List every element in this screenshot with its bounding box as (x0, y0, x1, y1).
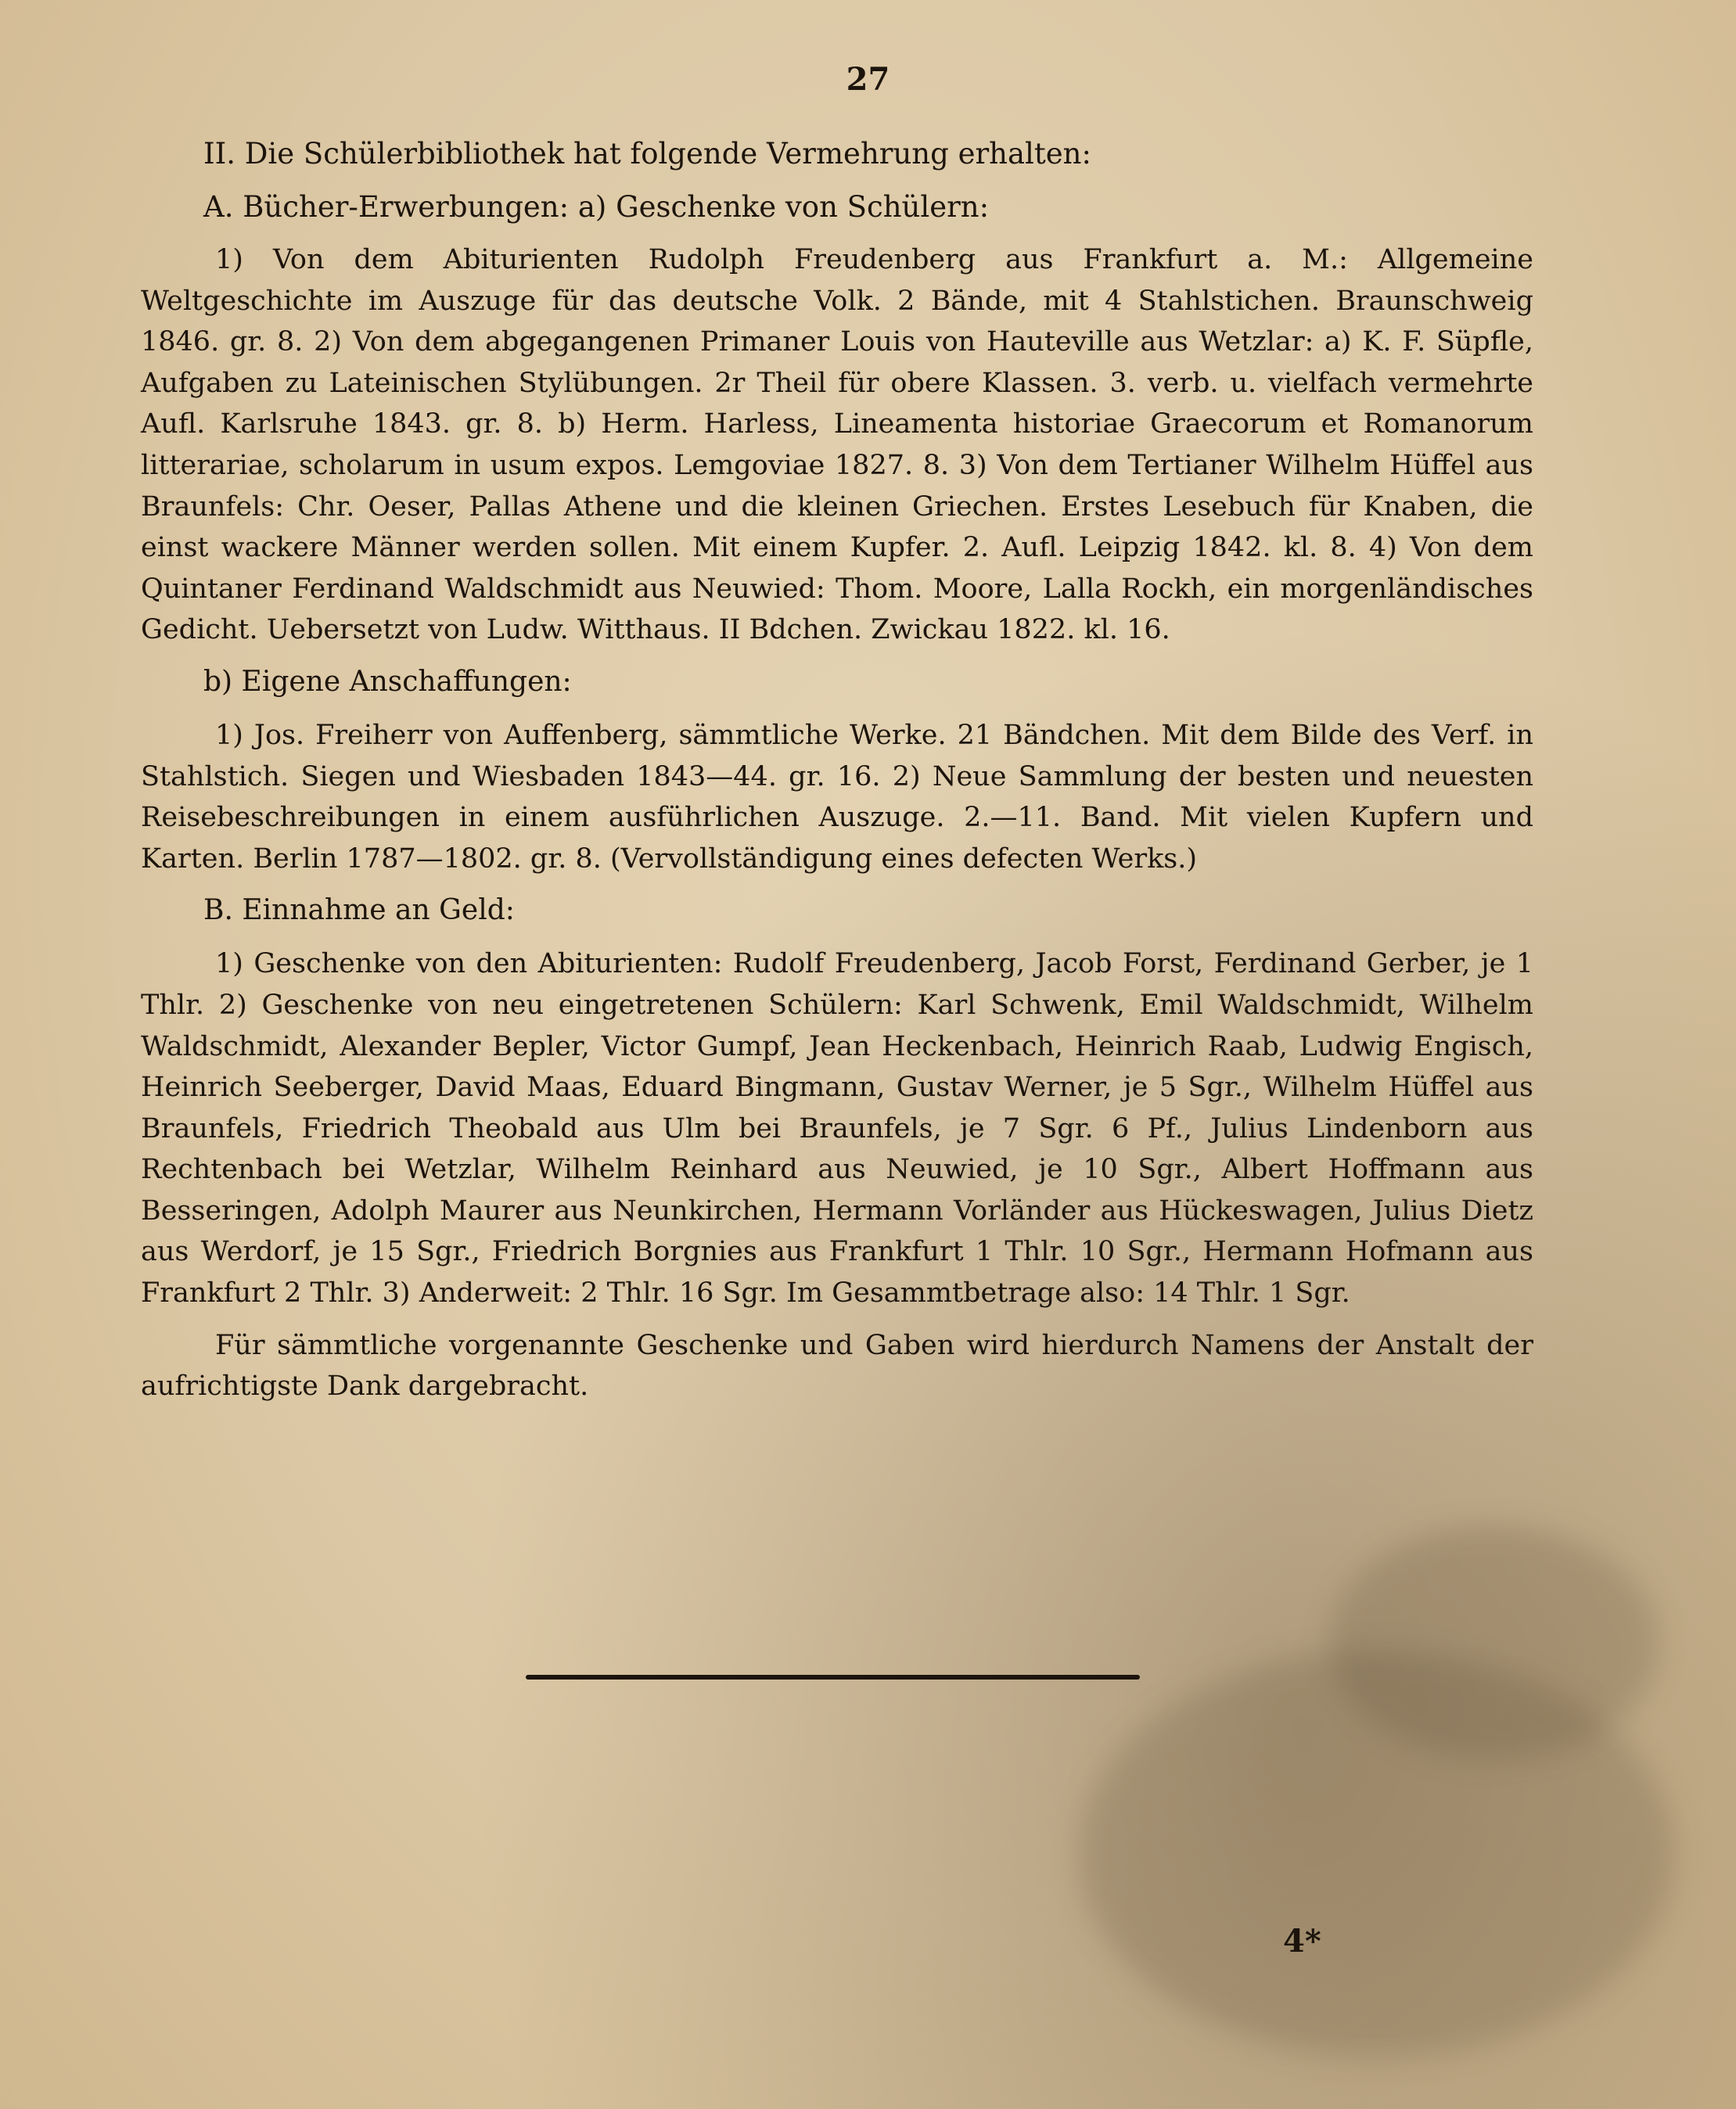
section-b-heading: B. Einnahme an Geld: (203, 894, 515, 927)
paragraph-thanks: Für sämmtliche vorgenannte Geschenke und Gaben wird hierdurch Namens der Anstalt der aufrichtigste Dank dargebracht. (141, 1329, 1533, 1403)
page-number: 27 (846, 61, 890, 98)
subsection-a-heading: A. Bücher-Erwerbungen: a) Geschenke von Schülern: (203, 190, 990, 224)
subsection-b-heading: b) Eigene Anschaffungen: (203, 665, 572, 698)
document-body (141, 133, 1533, 1418)
divider-rule (526, 1675, 1140, 1680)
paragraph-acquisitions: 1) Jos. Freiherr von Auffenberg, sämmtliche Werke. 21 Bändchen. Mit dem Bilde des Verf. in Stahlstich. Siegen und Wiesbaden 1843—44. gr. 16. 2) Neue Sammlung der besten und neuesten Reisebeschreibungen in einem ausführlichen Auszuge. 2.—11. Band. Mit vielen Kupfern und Karten. Berlin 1787—1802. gr. 8. (Vervollständigung eines defecten Werks.) (141, 719, 1533, 875)
paragraph-money: 1) Geschenke von den Abiturienten: Rudolf Freudenberg, Jacob Forst, Ferdinand Gerber, je 1 Thlr. 2) Geschenke von neu eingetretenen Schülern: Karl Schwenk, Emil Waldschmidt, Wilhelm Waldschmidt, Alexander Bepler, Victor Gumpf, Jean Heckenbach, Heinrich Raab, Ludwig Engisch, Heinrich Seeberger, David Maas, Eduard Bingmann, Gustav Werner, je 5 Sgr., Wilhelm Hüffel aus Braunfels, Friedrich Theobald aus Ulm bei Braunfels, je 7 Sgr. 6 Pf., Julius Lindenborn aus Rechtenbach bei Wetzlar, Wilhelm Reinhard aus Neuwied, je 10 Sgr., Albert Hoffmann aus Besseringen, Adolph Maurer aus Neunkirchen, Hermann Vorländer aus Hückeswagen, Julius Dietz aus Werdorf, je 15 Sgr., Friedrich Borgnies aus Frankfurt 1 Thlr. 10 Sgr., Hermann Hofmann aus Frankfurt 2 Thlr. 3) Anderweit: 2 Thlr. 16 Sgr. Im Gesammtbetrage also: 14 Thlr. 1 Sgr. (141, 948, 1533, 1310)
signature-mark: 4* (1283, 1923, 1321, 1960)
paragraph-gifts: 1) Von dem Abiturienten Rudolph Freudenberg aus Frankfurt a. M.: Allgemeine Weltgeschichte im Auszuge für das deutsche Volk. 2 Bände, mit 4 Stahlstichen. Braunschweig 1846. gr. 8. 2) Von dem abgegangenen Primaner Louis von Hauteville aus Wetzlar: a) K. F. Süpfle, Aufgaben zu Lateinischen Stylübungen. 2r Theil für obere Klassen. 3. verb. u. vielfach vermehrte Aufl. Karlsruhe 1843. gr. 8. b) Herm. Harless, Lineamenta historiae Graecorum et Romanorum litterariae, scholarum in usum expos. Lemgoviae 1827. 8. 3) Von dem Tertianer Wilhelm Hüffel aus Braunfels: Chr. Oeser, Pallas Athene und die kleinen Griechen. Erstes Lesebuch für Knaben, die einst wackere Männer werden sollen. Mit einem Kupfer. 2. Aufl. Leipzig 1842. kl. 8. 4) Von dem Quintaner Ferdinand Waldschmidt aus Neuwied: Thom. Moore, Lalla Rockh, ein morgenländisches Gedicht. Uebersetzt von Ludw. Witthaus. II Bdchen. Zwickau 1822. kl. 16. (141, 244, 1533, 646)
paper-stain (1330, 1525, 1659, 1760)
section-heading: II. Die Schülerbibliothek hat folgende Vermehrung erhalten: (203, 137, 1091, 171)
